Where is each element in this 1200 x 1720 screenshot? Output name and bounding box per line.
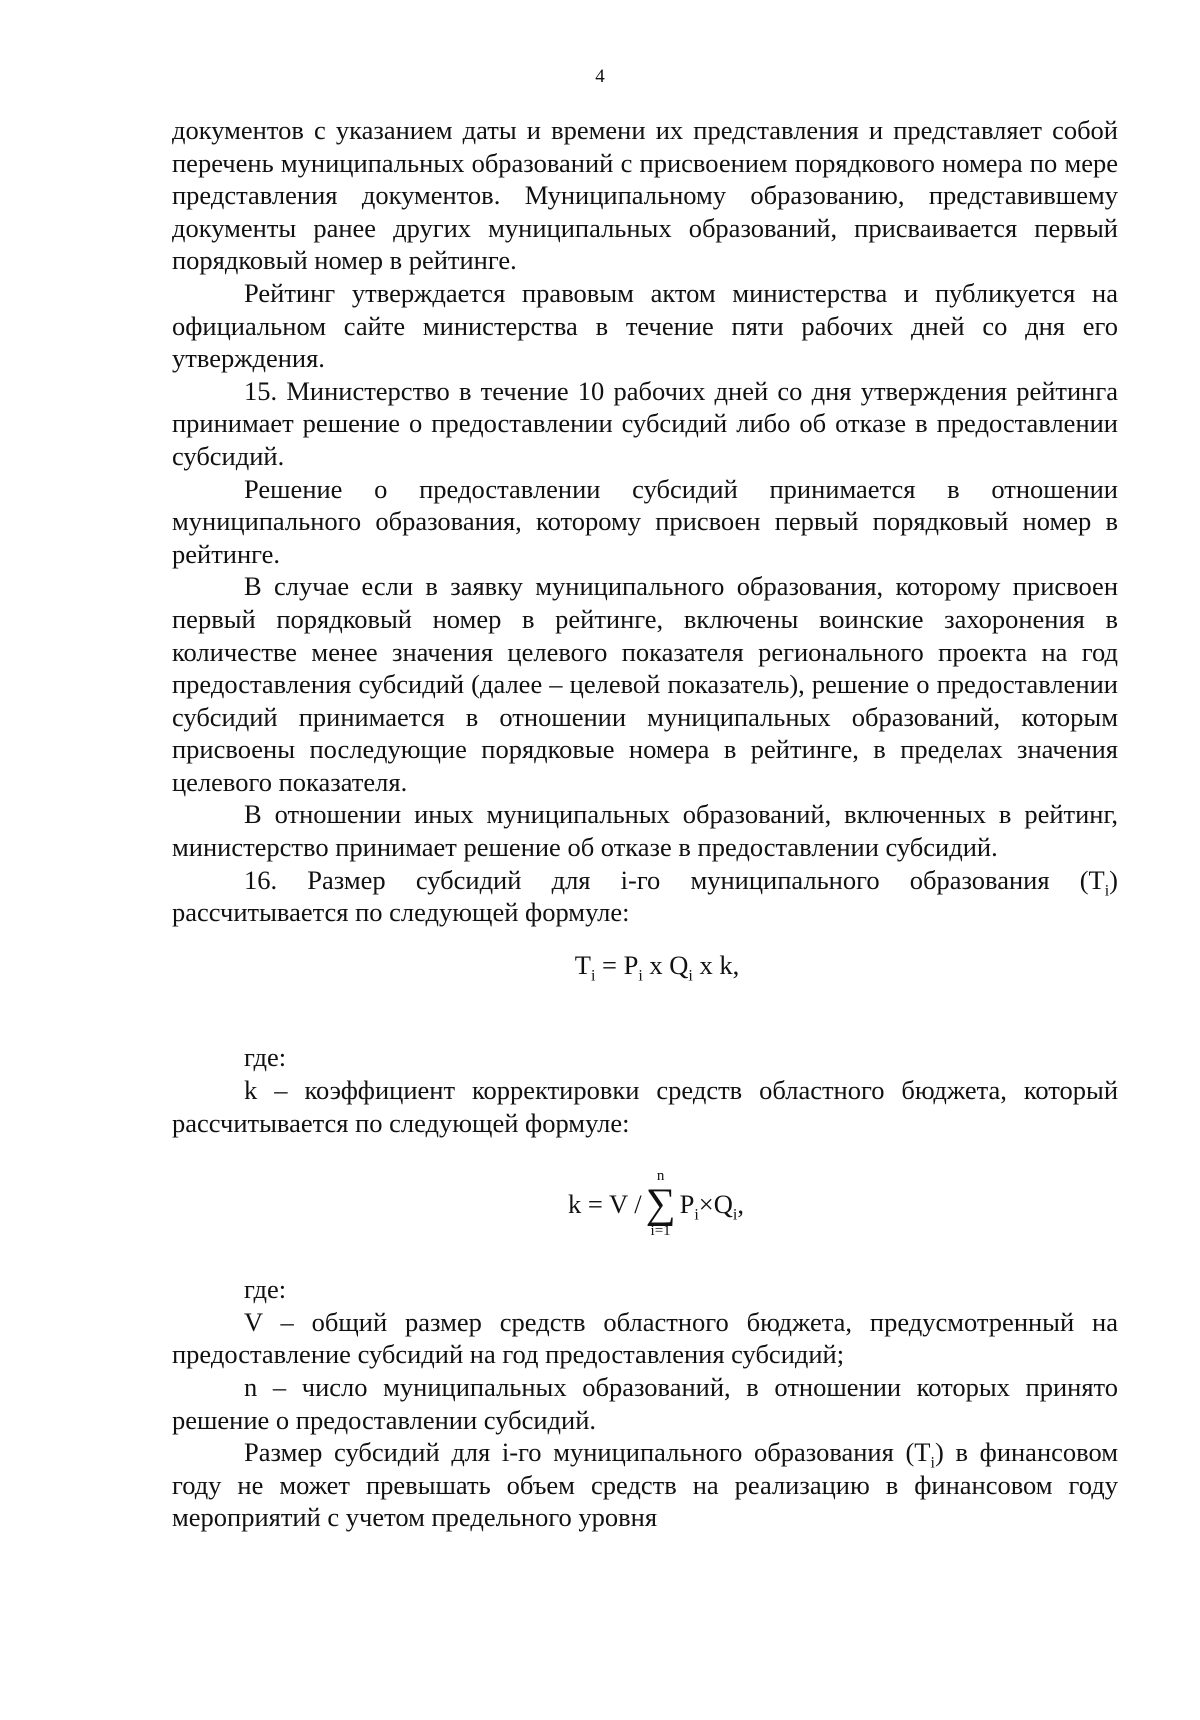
clause-16-text-end: ) рассчитывается по следующей формуле: [172, 864, 1118, 928]
paragraph-clause-16 [172, 864, 1118, 929]
document-body [172, 114, 1118, 1534]
clause-16-text: 16. Размер субсидий для i-го муниципального образования (T [244, 864, 1105, 895]
paragraph-decision-first: Решение о предоставлении субсидий принимается в отношении муниципального образования, которому присвоен первый порядковый номер в рейтинге. [172, 473, 1118, 569]
paragraph-ranking-approval: Рейтинг утверждается правовым актом министерства и публикуется на официальном сайте министерства в течение пяти рабочих дней со дня его утверждения. [172, 277, 1118, 374]
paragraph-clause-15: 15. Министерство в течение 10 рабочих дней со дня утверждения рейтинга принимает решение о предоставлении субсидий либо об отказе в предоставлении субсидий. [172, 375, 1118, 471]
formula2-lhs: k = V / [568, 1188, 642, 1219]
where-label-1: где: [244, 1042, 287, 1073]
clause-16-subscript: i [1104, 881, 1110, 899]
paragraph-ranking-list: документов с указанием даты и времени их представления и представляет собой перечень муниципальных образований с присвоением порядкового номера по мере представления документов. Муниципальному образованию, представившему документы ранее других муниципальных образований, присваивается первый порядковый номер в рейтинге. [172, 115, 1118, 276]
summation-sign: n ∑ i=1 [645, 1168, 676, 1240]
page-number: 4 [595, 66, 605, 87]
where-label-2: где: [244, 1274, 287, 1305]
formula-correction-coefficient [172, 1169, 1118, 1239]
paragraph-target-indicator: В случае если в заявку муниципального образования, которому присвоен первый порядковый номер в рейтинге, включены воинские захоронения в количестве менее значения целевого показателя регионального проекта на год предоставления субсидий (далее – целевой показатель), решение о предоставлении субсидий принимается в отношении муниципальных образований, которым присвоены последующие порядковые номера в рейтинге, в пределах значения целевого показателя. [172, 571, 1118, 797]
definition-k: k – коэффициент корректировки средств областного бюджета, который рассчитывается по следующей формуле: [172, 1075, 1118, 1138]
definition-n: n – число муниципальных образований, в отношении которых принято решение о предоставлении субсидий. [172, 1372, 1118, 1435]
formula2-rhs: $P_i\times Q_i$, [679, 1188, 744, 1224]
paragraph-subsidy-limit: Размер субсидий для i-го муниципального образования $(T_i)$ в финансовом году не может превышать объем средств на реализацию в финансовом году мероприятий с учетом предельного уровня [172, 1437, 1118, 1533]
definition-v: V – общий размер средств областного бюджета, предусмотренный на предоставление субсидий на год предоставления субсидий; [172, 1306, 1118, 1370]
formula-subsidy-size: $T_i = P_i$ x $Q_i$ x k, [574, 949, 740, 985]
paragraph-refusal: В отношении иных муниципальных образований, включенных в рейтинг, министерство принимает решение об отказе в предоставлении субсидий. [172, 799, 1118, 863]
